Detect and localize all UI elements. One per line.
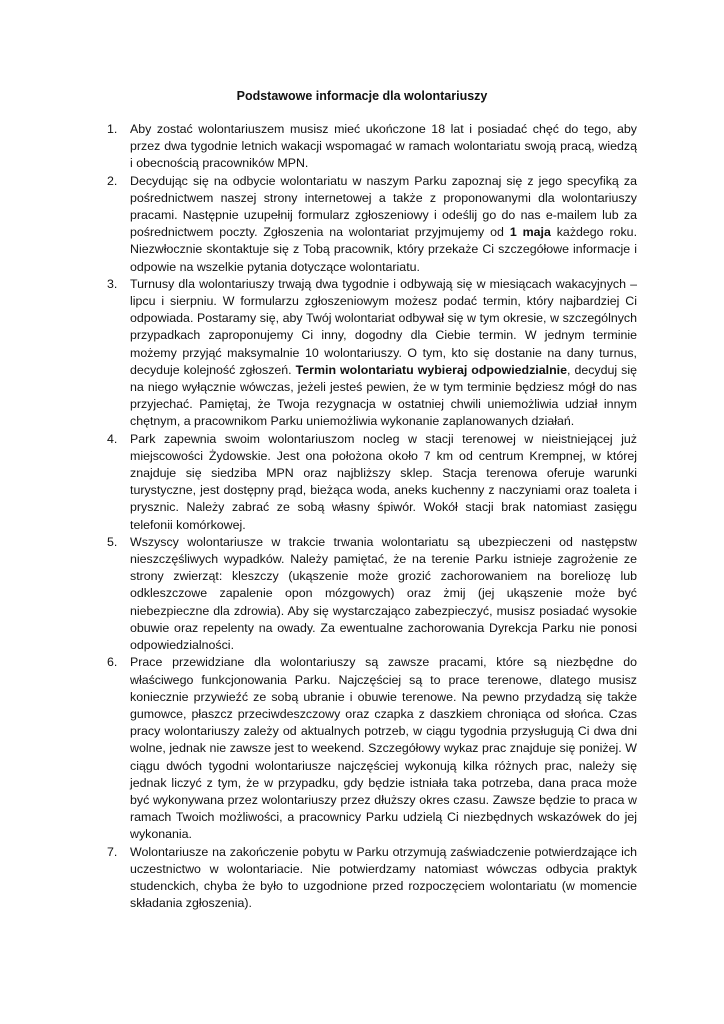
document-title: Podstawowe informacje dla wolontariuszy (236, 89, 488, 103)
text-segment: Park zapewnia swoim wolontariuszom nocleg w stacji terenowej w nieistniejącej już miejscowości Żydowskie. Jest ona położona około 7 km od centrum Krempnej, w której znajduje się siedziba MPN oraz najbliższy sklep. Stacja terenowa oferuje warunki turystyczne, jest dostępny prąd, bieżąca woda, aneks kuchenny z naczyniami oraz toaleta i prysznic. Należy zabrać ze sobą własny śpiwór. Wokół stacji brak natomiast zasięgu telefonii komórkowej. (130, 431, 637, 532)
list-item-text (130, 122, 637, 170)
list-item-text (130, 655, 637, 841)
list-item (107, 844, 637, 913)
text-segment: Aby zostać wolontariuszem musisz mieć ukończone 18 lat i posiadać chęć do tego, aby przez dwa tygodnie letnich wakacji wspomagać w ramach wolontariatu swoją pracą, wiedzą i obecnością pracowników MPN. (130, 122, 637, 171)
text-segment: Wolontariusze na zakończenie pobytu w Parku otrzymują zaświadczenie potwierdzające ich uczestnictwo w wolontariacie. Nie potwierdzamy natomiast wówczas odbycia praktyk studenckich, chyba że było to uzgodnione przed rozpoczęciem wolontariatu (w momencie składania zgłoszenia). (130, 844, 637, 911)
text-segment: Turnusy dla wolontariuszy trwają dwa tygodnie i odbywają się w miesiącach wakacyjnych – lipcu i sierpniu. W formularzu zgłoszeniowym możesz podać termin, który najbardziej Ci odpowiada. Postaramy się, aby Twój wolontariat odbywał się w tym okresie, w szczególnych przypadkach zaproponujemy Ci inny, dogodny dla Ciebie termin. W jednym terminie możemy przyjąć maksymalnie 10 wolontariuszy. O tym, kto się dostanie na dany turnus, decyduje kolejność zgłoszeń. (130, 276, 637, 377)
list-item-number: 6. (107, 655, 118, 670)
list-item-text (130, 845, 637, 911)
text-segment: Prace przewidziane dla wolontariuszy są zawsze pracami, które są niezbędne do właściwego funkcjonowania Parku. Najczęściej są to prace terenowe, dlatego musisz koniecznie przywieźć ze sobą ubranie i obuwie terenowe. Na pewno przydadzą się także gumowce, płaszcz przeciwdeszczowy oraz czapka z daszkiem chroniąca od słońca. Czas pracy wolontariuszy zależy od aktualnych potrzeb, w ciągu tygodnia przysługują Ci dwa dni wolne, jednak nie zawsze jest to weekend. Szczegółowy wykaz prac znajduje się poniżej. W ciągu dwóch tygodni wolontariusze najczęściej wykonują kilka różnych prac, należy się jednak liczyć z tym, że w przypadku, gdy będzie istniała taka potrzeba, dana praca może być wykonywana przez wolontariuszy przez dłuższy okres czasu. Zawsze będzie to praca w ramach Twoich możliwości, a pracownicy Parku udzielą Ci niezbędnych wskazówek do jej wykonania. (130, 655, 637, 842)
list-item-number: 1. (107, 122, 118, 136)
bold-text-segment: Termin wolontariatu wybieraj odpowiedzialnie (295, 362, 567, 377)
list-item-number: 2. (107, 173, 118, 188)
text-segment: każdego roku. Niezwłocznie skontaktuje się z Tobą pracownik, który przekaże Ci szczegółowe informacje i odpowie na wszelkie pytania dotyczące wolontariatu. (130, 225, 638, 274)
list-item-number: 5. (107, 534, 118, 549)
list-item-text (130, 277, 637, 429)
list-item (107, 121, 637, 173)
text-segment: Wszyscy wolontariusze w trakcie trwania wolontariatu są ubezpieczeni od następstw nieszczęśliwych wypadków. Należy pamiętać, że na terenie Parku istnieje zagrożenie ze strony zwierząt: kleszczy (ukąszenie może grozić zachorowaniem na boreliozę lub odkleszczowe zapalenie opon mózgowych) oraz żmij (jej ukąszenie może być niebezpieczne dla zdrowia). Aby się wystarczająco zabezpieczyć, musisz posiadać wysokie obuwie oraz repelenty na owady. Za ewentualne zachorowania Dyrekcja Parku nie ponosi odpowiedzialności. (130, 534, 637, 653)
list-item (107, 276, 637, 431)
list-item-text (130, 432, 637, 532)
list-item-text (130, 535, 637, 652)
list-item (107, 534, 637, 654)
list-item-number: 4. (107, 431, 118, 446)
text-segment: , decyduj się na niego wyłącznie wówczas, jeżeli jesteś pewien, że w tym terminie będziesz mógł do nas przyjechać. Pamiętaj, że Twoja rezygnacja w ostatniej chwili uniemożliwia udział innym chętnym, a pracownikom Parku uniemożliwia wykonanie zaplanowanych działań. (130, 362, 638, 429)
bold-text-segment: 1 maja (509, 225, 551, 240)
info-list (107, 121, 637, 912)
list-item (107, 431, 637, 534)
list-item-number: 7. (107, 844, 118, 859)
text-segment: Decydując się na odbycie wolontariatu w naszym Parku zapoznaj się z jego specyfiką za pośrednictwem naszej strony internetowej a także z proponowanymi dla wolontariuszy pracami. Następnie uzupełnij formularz zgłoszeniowy i odeślij go do nas e-mailem lub za pośrednictwem poczty. Zgłoszenia na wolontariat przyjmujemy od (130, 173, 637, 240)
list-item-number: 3. (107, 276, 118, 291)
list-item (107, 654, 637, 843)
list-item-text (130, 174, 637, 274)
list-item (107, 173, 637, 276)
